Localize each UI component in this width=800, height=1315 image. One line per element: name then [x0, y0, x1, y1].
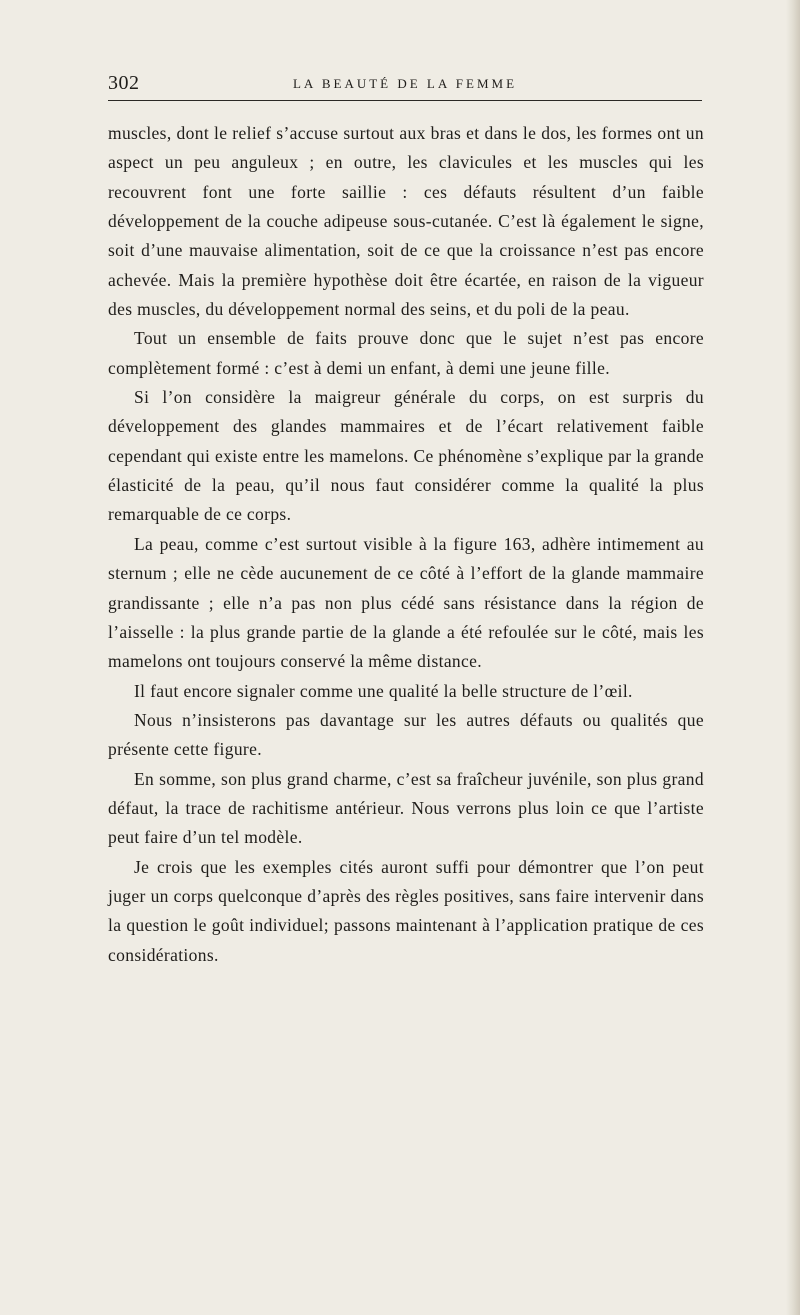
- paragraph: Je crois que les exemples cités auront suffi pour démontrer que l’on peut juger un corps quelconque d’après des règles positives, sans faire intervenir dans la question le goût individuel; passons maintenant à l’application pratique de ces considérations.: [108, 856, 704, 965]
- page-edge-shadow: [786, 0, 800, 1315]
- running-title: LA BEAUTÉ DE LA FEMME: [292, 76, 518, 91]
- header-rule: [108, 100, 702, 101]
- paragraph: Il faut encore signaler comme une qualité la belle structure de l’œil.: [134, 680, 633, 701]
- page-header: [108, 72, 702, 94]
- paragraph: Nous n’insisterons pas davantage sur les autres défauts ou qualités que présente cette figure.: [108, 709, 704, 760]
- paragraph: La peau, comme c’est surtout visible à la figure 163, adhère intimement au sternum ; elle ne cède aucunement de ce côté à l’effort de la glande mammaire grandissante ; elle n’a pas non plus cédé sans résistance dans la région de l’aisselle : la plus grande partie de la glande a été refoulée sur le côté, mais les mamelons ont toujours conservé la même distance.: [108, 533, 704, 672]
- paragraph: En somme, son plus grand charme, c’est sa fraîcheur juvénile, son plus grand défaut, la trace de rachitisme antérieur. Nous verrons plus loin ce que l’artiste peut faire d’un tel modèle.: [108, 768, 704, 848]
- paragraph-continued: muscles, dont le relief s’accuse surtout aux bras et dans le dos, les formes ont un aspect un peu anguleux ; en outre, les clavicules et les muscles qui les recouvrent font une forte saillie : ces défauts résultent d’un faible développement de la couche adipeuse sous-cutanée. C’est là également le signe, soit d’une mauvaise alimentation, soit de ce que la croissance n’est pas encore achevée. Mais la première hypothèse doit être écartée, en raison de la vigueur des muscles, du développement normal des seins, et du poli de la peau.: [108, 123, 704, 320]
- body-text: [108, 119, 704, 970]
- paragraph: Si l’on considère la maigreur générale du corps, on est surpris du développement des glandes mammaires et de l’écart relativement faible cependant qui existe entre les mamelons. Ce phénomène s’explique par la grande élasticité de la peau, qu’il nous faut considérer comme la qualité la plus remarquable de ce corps.: [108, 387, 704, 525]
- paragraph: Tout un ensemble de faits prouve donc que le sujet n’est pas encore complètement formé : c’est à demi un enfant, à demi une jeune fille.: [108, 328, 704, 378]
- page-number: 302: [108, 72, 140, 94]
